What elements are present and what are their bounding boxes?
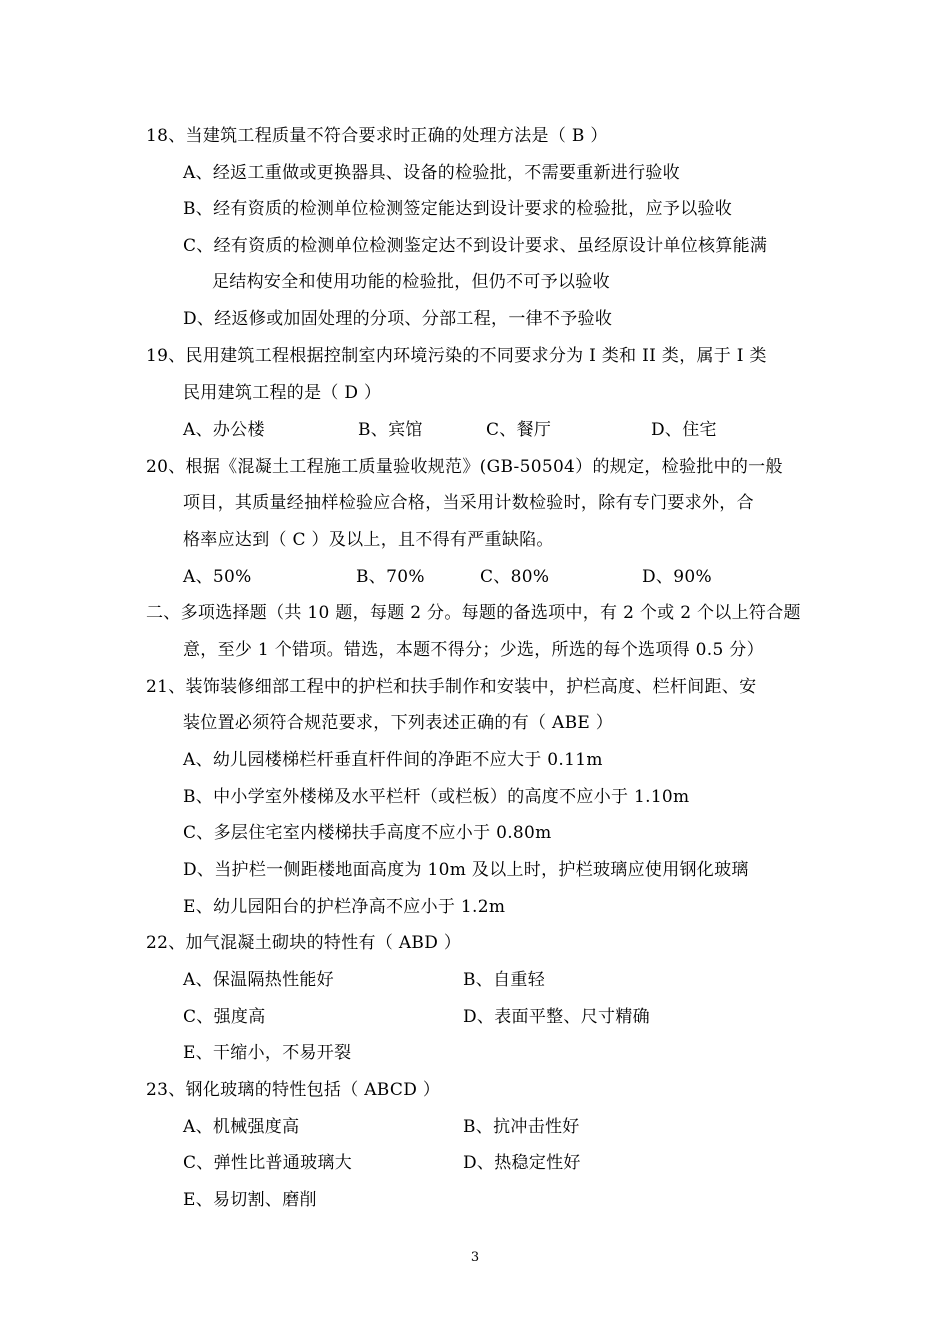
question-22-option-c: C、强度高: [183, 1007, 266, 1027]
question-20-option-a: A、50%: [183, 567, 252, 587]
question-19-option-a: A、办公楼: [183, 420, 265, 440]
question-23-option-b: B、抗冲击性好: [463, 1117, 580, 1137]
question-22-option-a: A、保温隔热性能好: [183, 970, 334, 990]
section-2-heading-continued: 意，至少 1 个错项。错选，本题不得分；少选，所选的每个选项得 0.5 分）: [183, 640, 764, 660]
question-19-option-d: D、住宅: [651, 420, 717, 440]
question-18-stem: 18、当建筑工程质量不符合要求时正确的处理方法是（ B ）: [146, 126, 608, 146]
question-23-option-c: C、弹性比普通玻璃大: [183, 1153, 353, 1173]
question-19-stem-continued: 民用建筑工程的是（ D ）: [183, 383, 382, 403]
question-20-stem-continued-1: 项目，其质量经抽样检验应合格，当采用计数检验时，除有专门要求外，合: [183, 493, 754, 513]
question-21-option-e: E、幼儿园阳台的护栏净高不应小于 1.2m: [183, 897, 506, 917]
question-21-option-b: B、中小学室外楼梯及水平栏杆（或栏板）的高度不应小于 1.10m: [183, 787, 690, 807]
question-22-stem: 22、加气混凝土砌块的特性有（ ABD ）: [146, 933, 462, 953]
question-18-option-c: C、经有资质的检测单位检测鉴定达不到设计要求、虽经原设计单位核算能满: [183, 236, 768, 256]
page-number: 3: [470, 1250, 480, 1265]
question-23-option-e: E、易切割、磨削: [183, 1190, 317, 1210]
question-20-stem-continued-2: 格率应达到（ C ）及以上，且不得有严重缺陷。: [183, 530, 554, 550]
question-18-option-a: A、经返工重做或更换器具、设备的检验批，不需要重新进行验收: [183, 163, 680, 183]
question-19-option-c: C、餐厅: [486, 420, 552, 440]
section-2-heading: 二、多项选择题（共 10 题，每题 2 分。每题的备选项中，有 2 个或 2 个以上符合题: [146, 603, 801, 623]
question-21-stem: 21、装饰装修细部工程中的护栏和扶手制作和安装中，护栏高度、栏杆间距、安: [146, 677, 757, 697]
question-22-option-e: E、干缩小，不易开裂: [183, 1043, 352, 1063]
question-18-option-b: B、经有资质的检测单位检测签定能达到设计要求的检验批，应予以验收: [183, 199, 733, 219]
question-18-option-d: D、经返修或加固处理的分项、分部工程，一律不予验收: [183, 309, 613, 329]
question-22-option-d: D、表面平整、尺寸精确: [463, 1007, 650, 1027]
question-20-option-c: C、80%: [480, 567, 550, 587]
question-19-stem: 19、民用建筑工程根据控制室内环境污染的不同要求分为 I 类和 II 类，属于 I 类: [146, 346, 767, 366]
question-21-option-a: A、幼儿园楼梯栏杆垂直杆件间的净距不应大于 0.11m: [183, 750, 603, 770]
question-19-option-b: B、宾馆: [358, 420, 423, 440]
question-18-option-c-continued: 足结构安全和使用功能的检验批，但仍不可予以验收: [212, 272, 610, 292]
question-20-option-d: D、90%: [642, 567, 712, 587]
question-21-option-c: C、多层住宅室内楼梯扶手高度不应小于 0.80m: [183, 823, 552, 843]
question-23-option-a: A、机械强度高: [183, 1117, 300, 1137]
question-22-option-b: B、自重轻: [463, 970, 545, 990]
question-23-option-d: D、热稳定性好: [463, 1153, 581, 1173]
question-21-stem-continued: 装位置必须符合规范要求，下列表述正确的有（ ABE ）: [183, 713, 614, 733]
question-20-stem: 20、根据《混凝土工程施工质量验收规范》(GB-50504）的规定，检验批中的一般: [146, 457, 783, 477]
question-20-option-b: B、70%: [356, 567, 425, 587]
question-21-option-d: D、当护栏一侧距楼地面高度为 10m 及以上时，护栏玻璃应使用钢化玻璃: [183, 860, 749, 880]
question-23-stem: 23、钢化玻璃的特性包括（ ABCD ）: [146, 1080, 441, 1100]
